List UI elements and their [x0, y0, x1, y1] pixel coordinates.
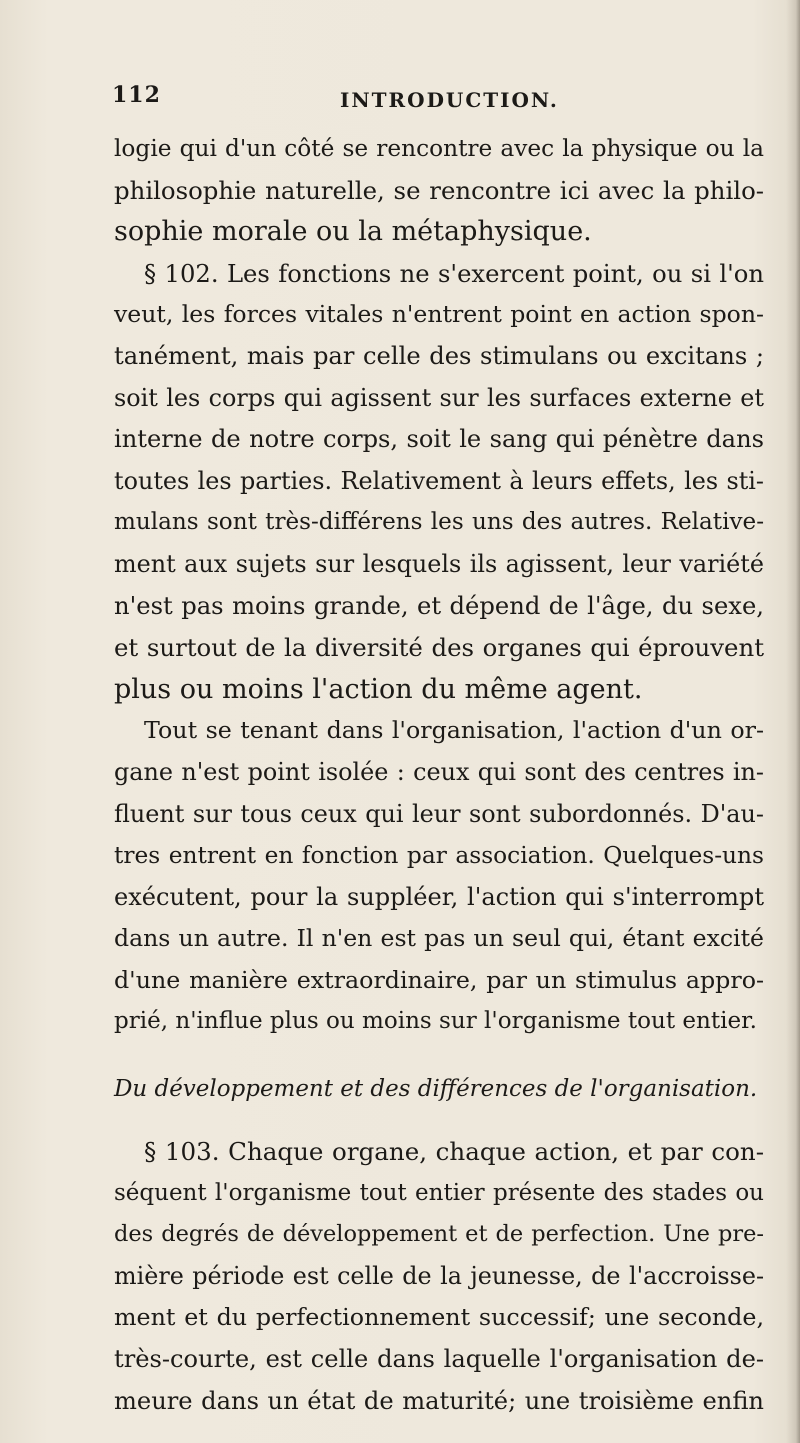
text-line: séquent l'organisme tout entier présente des stades ou: [114, 1179, 764, 1206]
text-line: dans un autre. Il n'en est pas un seul qui, étant excité: [114, 924, 764, 953]
text-line: prié, n'influe plus ou moins sur l'organisme tout entier.: [114, 1008, 757, 1035]
text-line: exécutent, pour la suppléer, l'action qui s'interrompt: [114, 882, 764, 911]
text-line: mulans sont très-différens les uns des autres. Relative-: [114, 509, 764, 536]
text-line: ment aux sujets sur lesquels ils agissent, leur variété: [114, 549, 764, 578]
text-line: tanément, mais par celle des stimulans ou excitans ;: [114, 341, 764, 370]
text-line: interne de notre corps, soit le sang qui pénètre dans: [114, 425, 764, 454]
text-line: fluent sur tous ceux qui leur sont subordonnés. D'au-: [114, 799, 764, 828]
text-line: des degrés de développement et de perfection. Une pre-: [114, 1221, 764, 1248]
text-line: ment et du perfectionnement successif; une seconde,: [114, 1303, 764, 1332]
text-line: veut, les forces vitales n'entrent point en action spon-: [114, 300, 764, 329]
text-line: d'une manière extraordinaire, par un stimulus appro-: [114, 965, 764, 994]
text-line: sophie morale ou la métaphysique.: [114, 216, 592, 248]
text-line: plus ou moins l'action du même agent.: [114, 673, 643, 705]
text-line: gane n'est point isolée : ceux qui sont des centres in-: [114, 757, 764, 786]
body-text: [114, 128, 764, 1422]
page-number: 112: [112, 82, 161, 108]
text-line: très-courte, est celle dans laquelle l'organisation de-: [114, 1345, 764, 1374]
running-title: INTRODUCTION.: [340, 88, 559, 112]
paragraph-102: [114, 253, 764, 711]
text-line: toutes les parties. Relativement à leurs effets, les sti-: [114, 466, 764, 495]
paragraph-3: [114, 710, 764, 1043]
text-line: et surtout de la diversité des organes qui éprouvent: [114, 633, 764, 663]
text-line: mière période est celle de la jeunesse, de l'accroisse-: [114, 1261, 764, 1290]
text-line: § 103. Chaque organe, chaque action, et par con-: [144, 1137, 764, 1167]
text-line: Tout se tenant dans l'organisation, l'action d'un or-: [144, 716, 764, 745]
text-line: logie qui d'un côté se rencontre avec la physique ou la: [114, 135, 764, 162]
text-line: philosophie naturelle, se rencontre ici avec la philo-: [114, 175, 764, 205]
running-header: [0, 76, 800, 116]
text-line: § 102. Les fonctions ne s'exercent point, ou si l'on: [144, 258, 764, 288]
text-line: soit les corps qui agissent sur les surfaces externe et: [114, 383, 764, 412]
text-line: meure dans un état de maturité; une troisième enfin: [114, 1386, 764, 1415]
paragraph-1: [114, 128, 764, 253]
page-edge-shadow: [786, 0, 800, 1443]
section-heading: Du développement et des différences de l'organisation.: [114, 1076, 758, 1103]
text-line: tres entrent en fonction par association. Quelques-uns: [114, 842, 764, 870]
paragraph-103: [114, 1131, 764, 1422]
text-line: n'est pas moins grande, et dépend de l'âge, du sexe,: [114, 591, 764, 620]
